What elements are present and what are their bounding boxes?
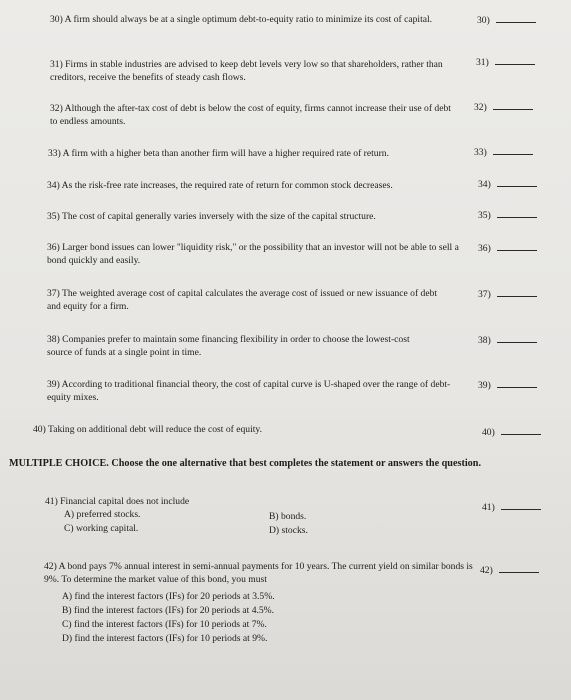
multiple-choice-instructions: MULTIPLE CHOICE. Choose the one alternative that best completes the statement or answers the question.	[9, 458, 481, 469]
answer-30-blank[interactable]	[496, 13, 536, 23]
answer-35-label: 35)	[478, 210, 491, 221]
question-36	[47, 241, 467, 267]
answer-41[interactable]	[482, 500, 541, 514]
question-32	[50, 102, 455, 128]
question-34-text: 34) As the risk-free rate increases, the required rate of return for common stock decreases.	[47, 180, 393, 191]
choice-41-d: D) stocks.	[269, 525, 308, 536]
question-35	[47, 210, 467, 223]
answer-38-blank[interactable]	[497, 333, 537, 343]
answer-31-blank[interactable]	[495, 55, 535, 65]
question-42	[44, 560, 476, 586]
answer-35-blank[interactable]	[497, 208, 537, 218]
answer-36[interactable]	[478, 241, 537, 255]
question-40-text: 40) Taking on additional debt will reduce the cost of equity.	[33, 424, 262, 435]
question-38	[47, 333, 427, 359]
question-30	[50, 13, 465, 26]
choice-41-b: B) bonds.	[269, 511, 307, 522]
answer-38[interactable]	[478, 333, 537, 347]
answer-32[interactable]	[474, 100, 533, 114]
answer-40-blank[interactable]	[501, 425, 541, 435]
choice-42-a: A) find the interest factors (IFs) for 20 periods at 3.5%.	[62, 591, 275, 602]
answer-34[interactable]	[478, 177, 537, 191]
answer-31-label: 31)	[476, 57, 489, 68]
question-35-text: 35) The cost of capital generally varies inversely with the size of the capital structure.	[47, 211, 376, 222]
answer-42-blank[interactable]	[499, 563, 539, 573]
question-41	[45, 495, 345, 508]
answer-37-blank[interactable]	[497, 287, 537, 297]
answer-40-label: 40)	[482, 427, 495, 438]
answer-39[interactable]	[478, 378, 537, 392]
choice-42-d: D) find the interest factors (IFs) for 10 periods at 9%.	[62, 633, 268, 644]
answer-37[interactable]	[478, 287, 537, 301]
question-31	[50, 58, 460, 84]
answer-40[interactable]	[482, 425, 541, 439]
answer-34-label: 34)	[478, 179, 491, 190]
question-38-text: 38) Companies prefer to maintain some financing flexibility in order to choose the lowest-cost source of funds at a single point in time.	[47, 334, 410, 358]
question-30-text: 30) A firm should always be at a single optimum debt-to-equity ratio to minimize its cost of capital.	[50, 14, 433, 25]
answer-41-label: 41)	[482, 502, 495, 513]
answer-31[interactable]	[476, 55, 535, 69]
question-39-text: 39) According to traditional financial theory, the cost of capital curve is U-shaped over the range of debt-equity mixes.	[47, 379, 451, 403]
answer-33[interactable]	[474, 145, 533, 159]
answer-30[interactable]	[477, 13, 536, 27]
question-41-text: 41) Financial capital does not include	[45, 496, 190, 507]
answer-32-label: 32)	[474, 102, 487, 113]
question-40	[33, 423, 453, 436]
question-36-text: 36) Larger bond issues can lower "liquidity risk," or the possibility that an investor will not be able to sell a bond quickly and easily.	[47, 242, 459, 266]
answer-42[interactable]	[480, 563, 539, 577]
answer-36-blank[interactable]	[497, 241, 537, 251]
answer-32-blank[interactable]	[493, 100, 533, 110]
answer-39-label: 39)	[478, 380, 491, 391]
answer-39-blank[interactable]	[497, 378, 537, 388]
answer-33-label: 33)	[474, 147, 487, 158]
question-39	[47, 378, 467, 404]
answer-30-label: 30)	[477, 15, 490, 26]
question-37	[47, 287, 452, 313]
choice-41-a: A) preferred stocks.	[64, 509, 141, 520]
question-42-text: 42) A bond pays 7% annual interest in semi-annual payments for 10 years. The current yield on similar bonds is 9%. To determine the market value of this bond, you must	[44, 561, 473, 585]
answer-41-blank[interactable]	[501, 500, 541, 510]
question-37-text: 37) The weighted average cost of capital calculates the average cost of issued or new issuance of debt and equity for a firm.	[47, 288, 438, 312]
question-31-text: 31) Firms in stable industries are advised to keep debt levels very low so that shareholders, rather than creditors, receive the benefits of steady cash flows.	[50, 59, 443, 83]
question-34	[47, 179, 472, 192]
question-32-text: 32) Although the after-tax cost of debt is below the cost of equity, firms cannot increase their use of debt to endless amounts.	[50, 103, 451, 127]
answer-34-blank[interactable]	[497, 177, 537, 187]
choice-41-c: C) working capital.	[64, 523, 139, 534]
answer-42-label: 42)	[480, 565, 493, 576]
answer-36-label: 36)	[478, 243, 491, 254]
answer-33-blank[interactable]	[493, 145, 533, 155]
question-33-text: 33) A firm with a higher beta than another firm will have a higher required rate of return.	[48, 148, 389, 159]
answer-37-label: 37)	[478, 289, 491, 300]
answer-35[interactable]	[478, 208, 537, 222]
question-33	[48, 147, 468, 160]
choice-42-b: B) find the interest factors (IFs) for 20 periods at 4.5%.	[62, 605, 275, 616]
choice-42-c: C) find the interest factors (IFs) for 10 periods at 7%.	[62, 619, 267, 630]
answer-38-label: 38)	[478, 335, 491, 346]
